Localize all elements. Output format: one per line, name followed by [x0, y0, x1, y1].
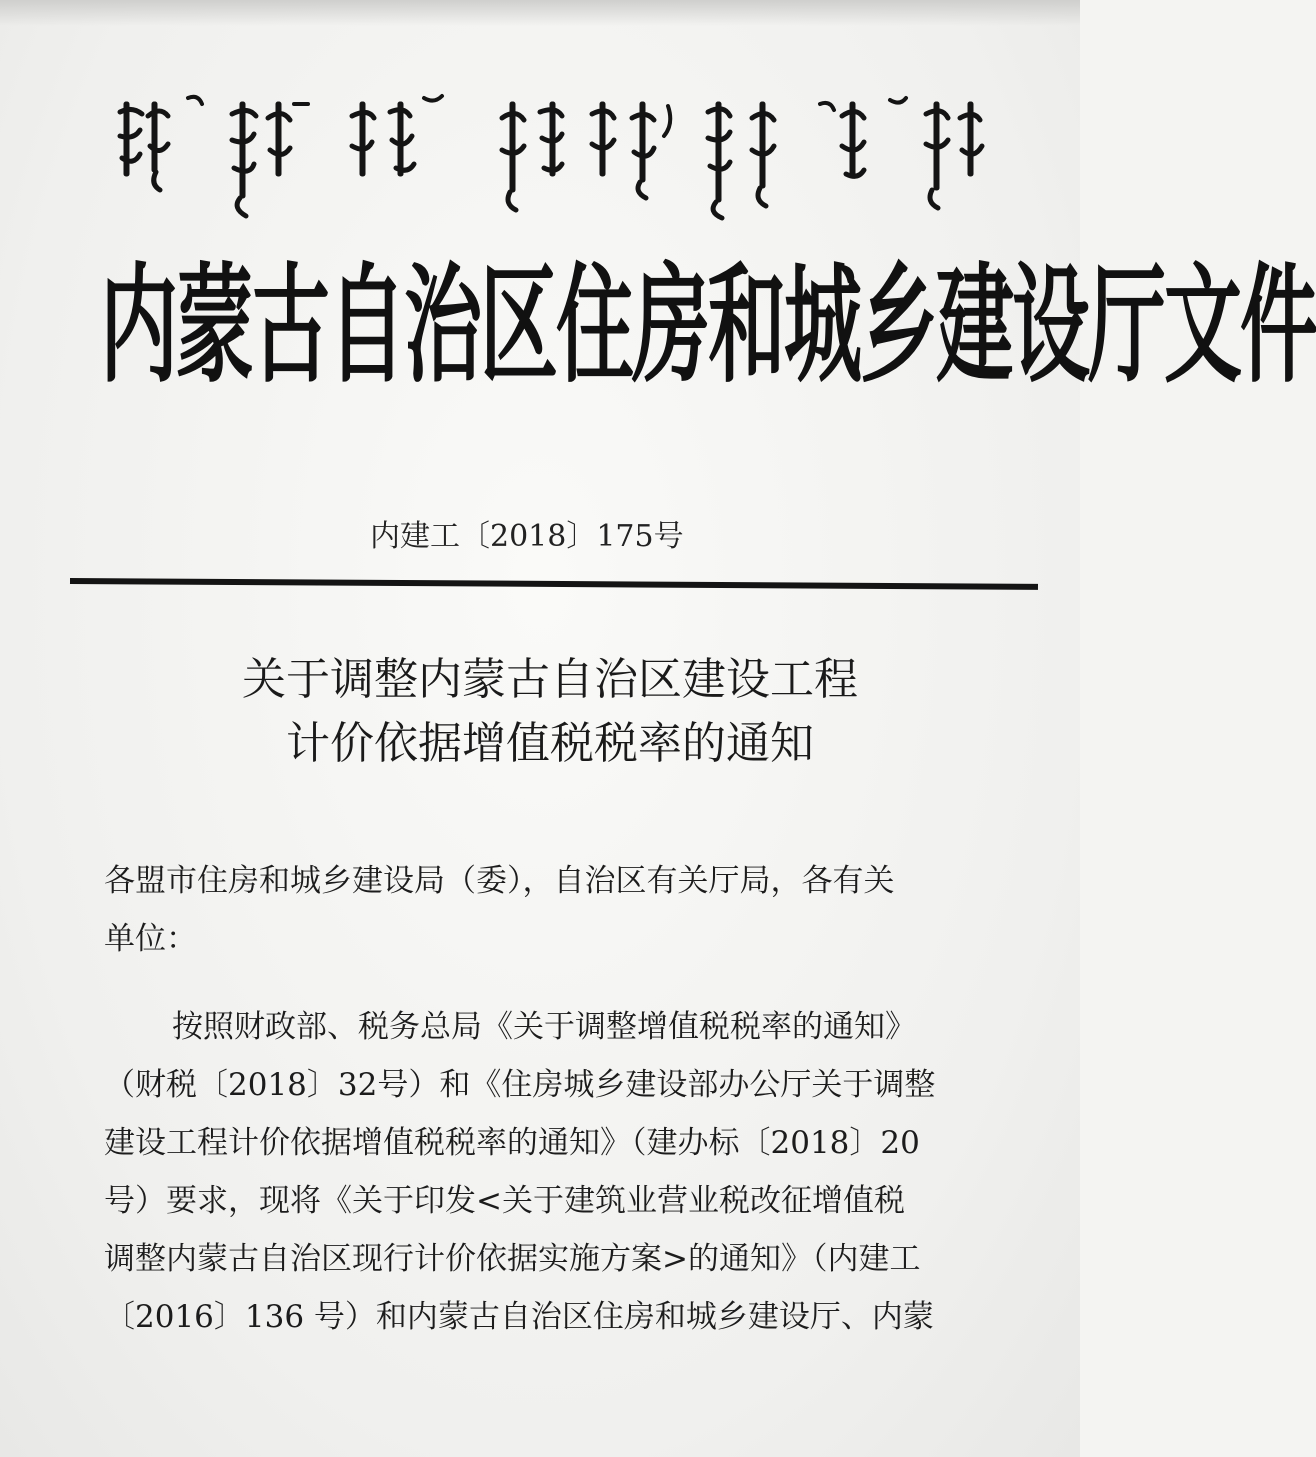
- notice-title-line-1: 关于调整内蒙古自治区建设工程: [242, 654, 858, 705]
- notice-title-line-2: 计价依据增值税税率的通知: [286, 718, 814, 769]
- addressee-block: [104, 852, 1004, 968]
- paragraph-line: 按照财政部、税务总局《关于调整增值税税率的通知》: [172, 1009, 916, 1045]
- paragraph-line: 号）要求，现将《关于印发<关于建筑业营业税改征增值税: [104, 1183, 905, 1219]
- paragraph-line: 建设工程计价依据增值税税率的通知》（建办标〔2018〕20: [104, 1125, 920, 1161]
- document-number: 内建工〔2018〕175号: [370, 519, 684, 554]
- paragraph-line: （财税〔2018〕32号）和《住房城乡建设部办公厅关于调整: [104, 1067, 936, 1103]
- addressee-line: 单位：: [104, 921, 197, 957]
- header-divider-rule: [70, 578, 1038, 590]
- issuing-authority-title: 内蒙古自治区住房和城乡建设厅文件: [100, 252, 1316, 402]
- addressee-line: 各盟市住房和城乡建设局（委），自治区有关厅局，各有关: [104, 863, 895, 899]
- paragraph-line: 〔2016〕136 号）和内蒙古自治区住房和城乡建设厅、内蒙: [104, 1299, 934, 1335]
- paragraph-line: 调整内蒙古自治区现行计价依据实施方案>的通知》（内建工: [104, 1241, 921, 1277]
- body-paragraph: [104, 998, 1004, 1346]
- scan-edge-shadow: [0, 0, 1080, 26]
- notice-title: [160, 648, 940, 776]
